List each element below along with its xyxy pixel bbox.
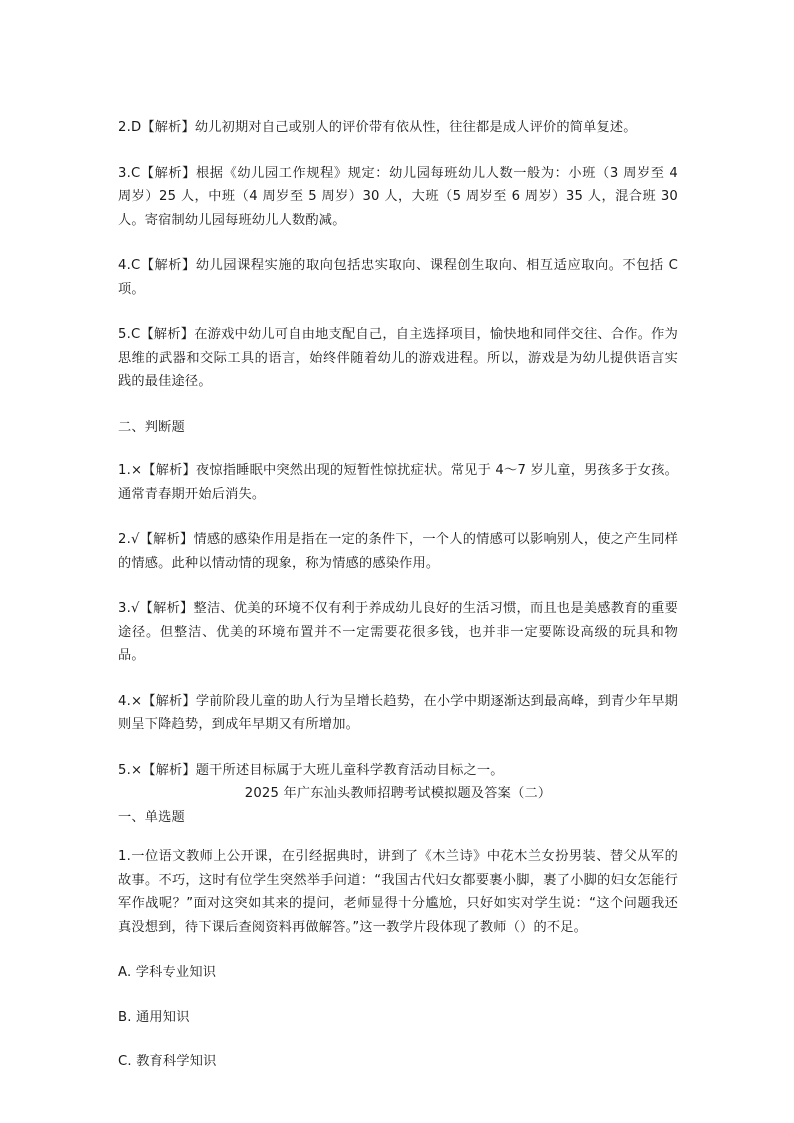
option-c: C. 教育科学知识	[118, 1054, 217, 1069]
option-a: A. 学科专业知识	[118, 965, 217, 980]
judge-answer-5: 5.×【解析】题干所述目标属于大班儿童科学教育活动目标之一。	[118, 762, 504, 778]
document-page	[118, 116, 678, 1095]
exam-title: 2025 年广东汕头教师招聘考试模拟题及答案（二）	[244, 786, 552, 801]
judge-answer-2: 2.√【解析】情感的感染作用是指在一定的条件下，一个人的情感可以影响别人，使之产生同样的情感。此种以情动情的现象，称为情感的感染作用。	[118, 532, 678, 571]
question-1: 1.一位语文教师上公开课，在引经据典时，讲到了《木兰诗》中花木兰女扮男装、替父从军的故事。不巧，这时有位学生突然举手问道：“我国古代妇女都要裹小脚，裹了小脚的妇女怎能行军作战呢？”面对这突如其来的提问，老师显得十分尴尬，只好如实对学生说：“这个问题我还真没想到，待下课后查阅资料再做解答。”这一教学片段体现了教师（）的不足。	[118, 849, 678, 935]
section-heading-single-choice: 一、单选题	[118, 809, 185, 825]
answer-2: 2.D【解析】幼儿初期对自己或别人的评价带有依从性，往往都是成人评价的简单复述。	[118, 120, 637, 135]
judge-answer-3: 3.√【解析】整洁、优美的环境不仅有利于养成幼儿良好的生活习惯，而且也是美感教育的重要途径。但整洁、优美的环境布置并不一定需要花很多钱，也并非一定要陈设高级的玩具和物品。	[118, 601, 678, 663]
judge-answer-4: 4.×【解析】学前阶段儿童的助人行为呈增长趋势，在小学中期逐渐达到最高峰，到青少年早期则呈下降趋势，到成年早期又有所增加。	[118, 693, 678, 732]
judge-answer-1: 1.×【解析】夜惊指睡眠中突然出现的短暂性惊扰症状。常见于 4～7 岁儿童，男孩多于女孩。通常青春期开始后消失。	[118, 463, 678, 502]
answer-5: 5.C【解析】在游戏中幼儿可自由地支配自己，自主选择项目，愉快地和同伴交往、合作。作为思维的武器和交际工具的语言，始终伴随着幼儿的游戏进程。所以，游戏是为幼儿提供语言实践的最佳途径。	[118, 327, 678, 389]
answer-4: 4.C【解析】幼儿园课程实施的取向包括忠实取向、课程创生取向、相互适应取向。不包括 C 项。	[118, 258, 678, 297]
section-heading-judge: 二、判断题	[118, 419, 185, 435]
option-b: B. 通用知识	[118, 1009, 190, 1025]
answer-3: 3.C【解析】根据《幼儿园工作规程》规定：幼儿园每班幼儿人数一般为：小班（3 周岁至 4 周岁）25 人，中班（4 周岁至 5 周岁）30 人，大班（5 周岁至 6 周岁）35 人，混合班 30 人。寄宿制幼儿园每班幼儿人数酌减。	[118, 165, 678, 228]
